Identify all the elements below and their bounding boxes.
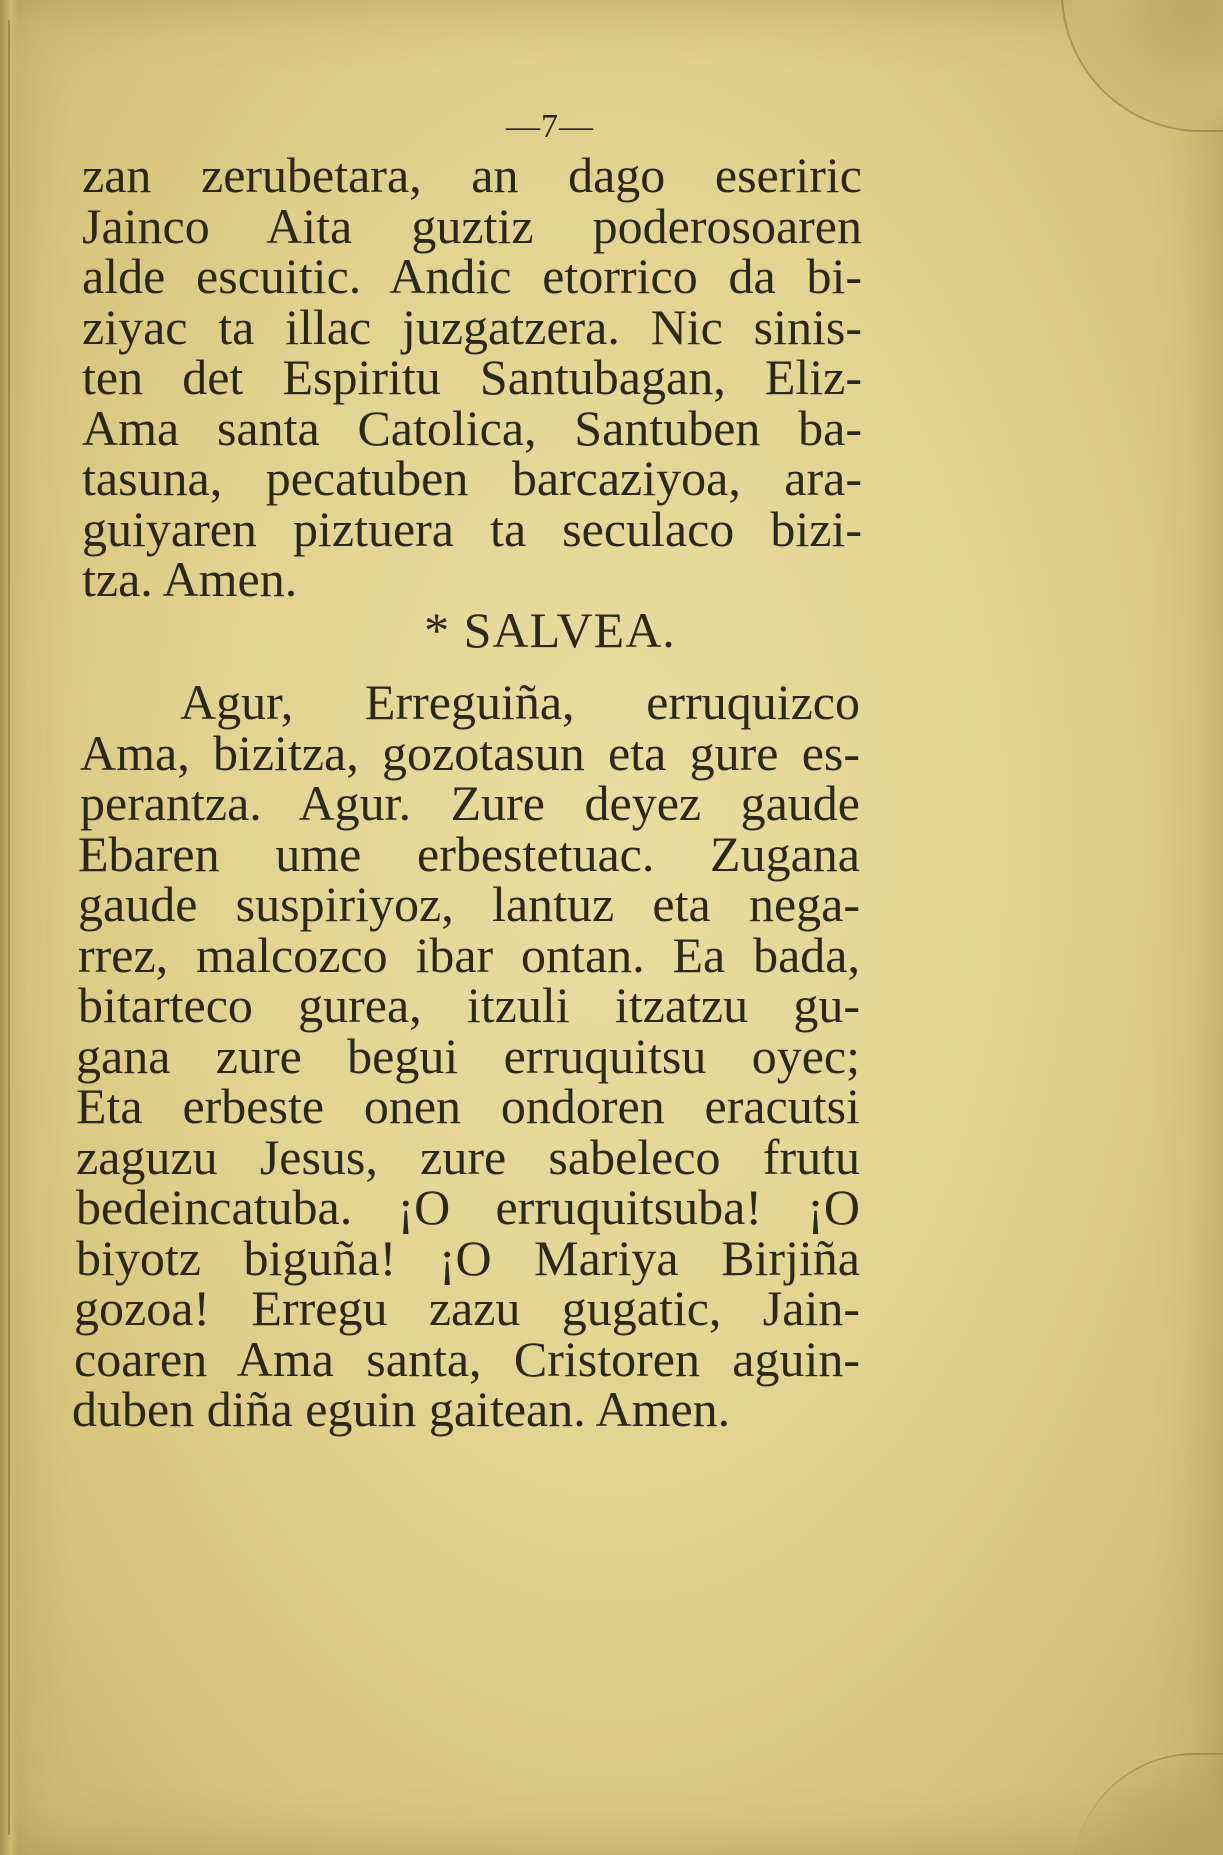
text-line [0,1078,1223,1134]
text-line [0,551,1223,607]
text-line [0,349,1223,405]
heading-line [0,601,1223,658]
salvea-line-10: zaguzu Jesus, zure sabeleco frutu [76,1128,860,1185]
credo-line-4: ziyac ta illac juzgatzera. Nic sinis- [82,298,862,355]
text-line [0,674,1223,730]
section-heading: * SALVEA. [424,601,676,658]
salvea-line-13: gozoa! Erregu zazu gugatic, Jain- [74,1280,860,1336]
text-line [0,926,1223,983]
salvea-line-7: bitarteco gurea, itzuli itzatzu gu- [78,977,860,1033]
salvea-line-14: coaren Ama santa, Cristoren aguin- [74,1330,860,1387]
text-line [0,399,1223,456]
credo-line-6: Ama santa Catolica, Santuben ba- [82,399,862,456]
text-line [0,248,1223,304]
text-line [0,1229,1223,1286]
salvea-line-15: duben diña eguin gaitean. Amen. [72,1381,731,1437]
text-line [0,1330,1223,1387]
credo-line-8: guiyaren piztuera ta seculaco bizi- [82,500,862,557]
credo-line-3: alde escuitic. Andic etorrico da bi- [82,248,862,304]
text-line [0,825,1223,882]
text-line [0,977,1223,1033]
text-line [0,500,1223,557]
salvea-line-8: gana zure begui erruquitsu oyec; [76,1027,860,1084]
text-line [0,1027,1223,1084]
body-text [0,147,1223,1437]
worn-corner-bottom [1073,1753,1223,1855]
text-line [0,1280,1223,1336]
text-line [0,450,1223,506]
salvea-line-9: Eta erbeste onen ondoren eracutsi [76,1078,860,1134]
text-line [0,876,1223,932]
salvea-line-5: gaude suspiriyoz, lantuz eta nega- [78,876,860,932]
salvea-line-12: biyotz biguña! ¡O Mariya Birjiña [76,1229,860,1286]
salvea-line-1: Agur, Erreguiña, erruquizco [180,674,860,730]
text-line [0,1128,1223,1185]
credo-line-9: tza. Amen. [82,551,298,607]
credo-line-7: tasuna, pecatuben barcaziyoa, ara- [82,450,862,506]
salvea-line-6: rrez, malcozco ibar ontan. Ea bada, [78,926,860,983]
text-line [0,1179,1223,1235]
credo-line-2: Jainco Aita guztiz poderosoaren [82,197,862,254]
salvea-line-11: bedeincatuba. ¡O erruquitsuba! ¡O [76,1179,860,1235]
credo-line-1: zan zerubetara, an dago eseriric [82,147,862,203]
text-line [0,724,1223,781]
page-number: —7— [506,108,594,145]
text-line [0,197,1223,254]
text-line [0,298,1223,355]
text-line [0,775,1223,831]
salvea-line-4: Ebaren ume erbestetuac. Zugana [78,825,860,882]
credo-line-5: ten det Espiritu Santubagan, Eliz- [82,349,862,405]
text-line [0,147,1223,203]
salvea-line-3: perantza. Agur. Zure deyez gaude [80,775,860,831]
salvea-line-2: Ama, bizitza, gozotasun eta gure es- [80,724,860,781]
text-line [0,1381,1223,1437]
